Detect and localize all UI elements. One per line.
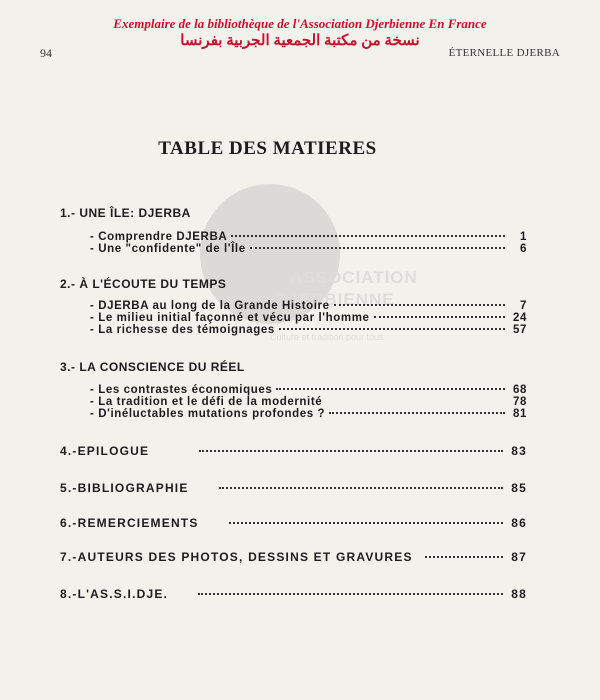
toc-main-entry[interactable] [60,481,527,495]
dot-leader [329,412,505,414]
toc-main-entry[interactable] [60,444,527,458]
dot-leader [334,304,505,306]
dot-leader [219,487,504,489]
toc-entry-page: 57 [513,324,527,336]
toc-entry[interactable] [90,384,527,396]
page-title: TABLE DES MATIERES [158,138,377,159]
toc-entry-text: - Une "confidente" de l'Île [90,243,246,255]
running-title: ÉTERNELLE DJERBA [448,47,560,59]
toc-entry-text: - La tradition et le défi de la modernité [90,396,323,408]
toc-entry-page: 7 [520,300,527,312]
toc-entry[interactable] [90,312,527,324]
toc-entry-page: 6 [520,243,527,255]
toc-main-entry-page: 87 [511,550,527,564]
toc-main-entry[interactable] [60,587,527,601]
toc-entry-page: 78 [513,396,527,408]
toc-main-entry-page: 83 [511,444,527,458]
dot-leader [374,316,505,318]
section-heading-2: 2.- À L'ÉCOUTE DU TEMPS [60,277,227,291]
dot-leader [279,328,505,330]
toc-entry[interactable] [90,243,527,255]
dot-leader [229,522,504,524]
toc-entry[interactable] [90,300,527,312]
dot-leader [425,556,504,558]
dot-leader [231,235,505,237]
toc-entry-text: - Les contrastes économiques [90,384,273,396]
toc-main-entry-text: 5.-BIBLIOGRAPHIE [60,481,189,495]
library-stamp-arabic: نسخة من مكتبة الجمعية الجربية بفرنسا [180,33,420,49]
watermark-line-2: DJERBIENNE [275,290,395,309]
toc-entry-page: 81 [513,408,527,420]
toc-entry-text: - La richesse des témoignages [90,324,275,336]
toc-entry-page: 1 [520,231,527,243]
dot-leader [250,247,505,249]
page-number: 94 [40,46,52,60]
toc-entry[interactable] [90,396,527,408]
toc-main-entry[interactable] [60,550,527,564]
section-heading-1: 1.- UNE ÎLE: DJERBA [60,206,191,220]
toc-entry-text: - Comprendre DJERBA [90,231,228,243]
section-heading-3: 3.- LA CONSCIENCE DU RÉEL [60,360,245,374]
toc-main-entry-text: 8.-L'AS.S.I.DJE. [60,587,169,601]
watermark-line-3: Culture et tradition pour tous [270,332,384,342]
toc-main-entry[interactable] [60,516,527,530]
toc-entry-text: - DJERBA au long de la Grande Histoire [90,300,330,312]
toc-entry[interactable] [90,324,527,336]
toc-entry-text: - Le milieu initial façonné et vécu par l'homme [90,312,370,324]
watermark-line-1: ASSOCIATION [290,268,418,287]
toc-main-entry-text: 6.-REMERCIEMENTS [60,516,199,530]
toc-entry-page: 68 [513,384,527,396]
toc-entry[interactable] [90,408,527,420]
toc-entry-page: 24 [513,312,527,324]
toc-entry-text: - D'inéluctables mutations profondes ? [90,408,326,420]
library-stamp-french: Exemplaire de la bibliothèque de l'Association Djerbienne En France [113,16,487,31]
toc-main-entry-page: 85 [511,481,527,495]
toc-main-entry-page: 86 [511,516,527,530]
dot-leader [276,388,505,390]
toc-main-entry-page: 88 [511,587,527,601]
toc-main-entry-text: 4.-EPILOGUE [60,444,150,458]
dot-leader [199,450,503,452]
association-watermark [200,172,418,372]
dot-leader [198,593,503,595]
toc-entry[interactable] [90,231,527,243]
toc-main-entry-text: 7.-AUTEURS DES PHOTOS, DESSINS ET GRAVURES [60,550,413,564]
